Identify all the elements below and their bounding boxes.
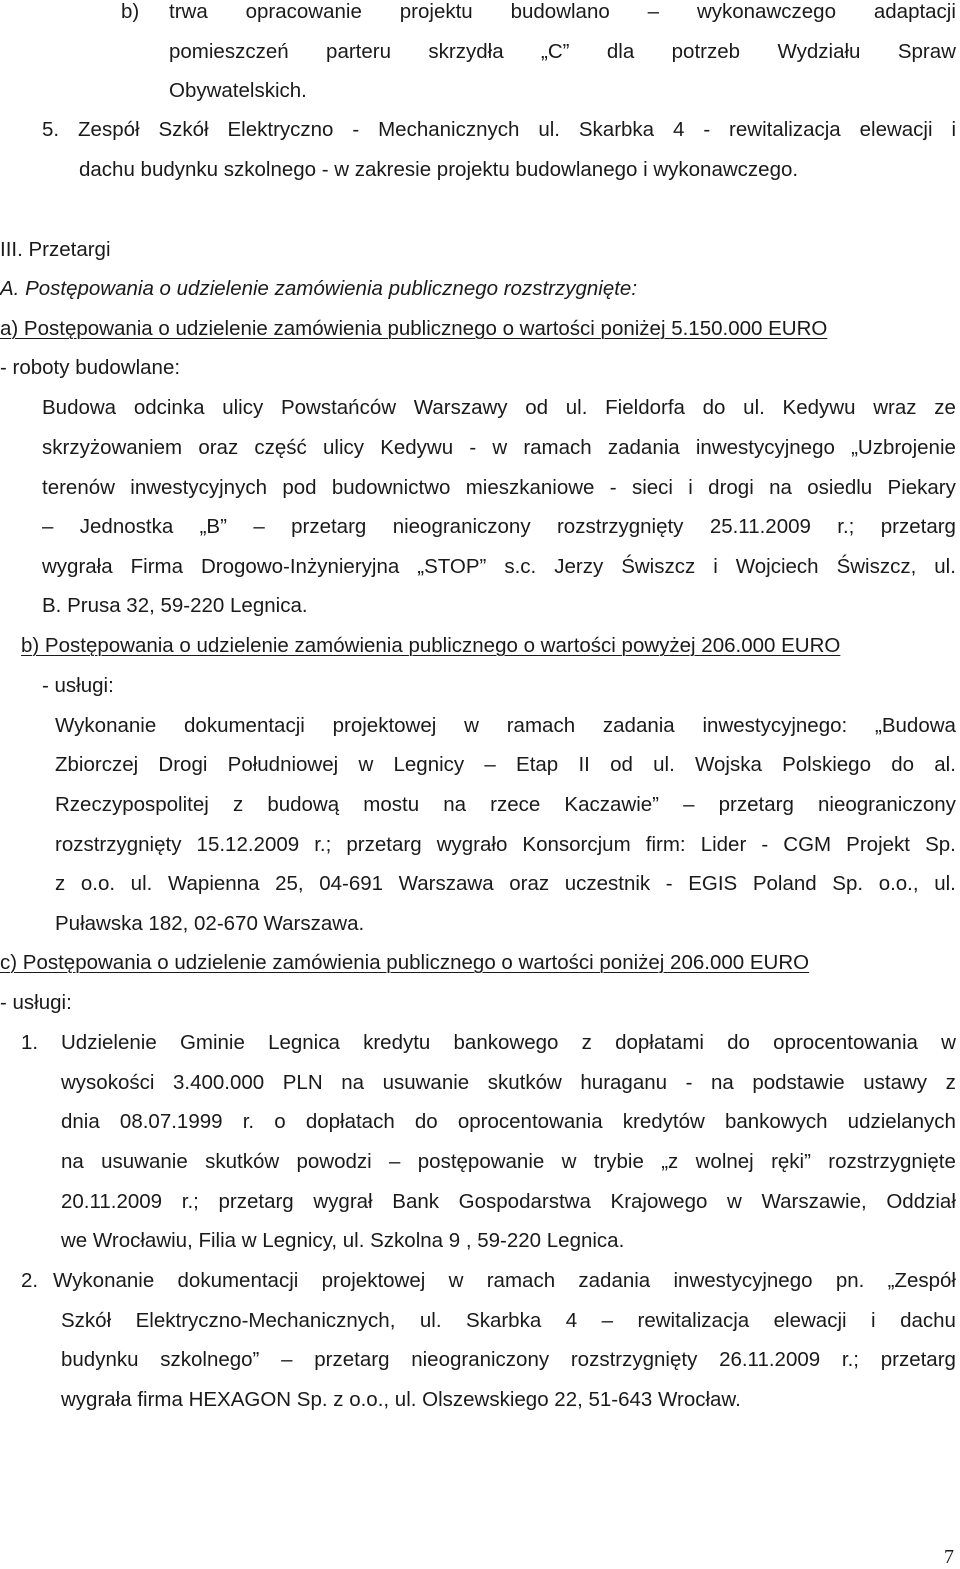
- text-line-c2n: 2.: [21, 1269, 39, 1292]
- text-line-b2: pomieszczeń parteru skrzydła „C” dla potrzeb Wydziału Spraw: [169, 40, 956, 63]
- text-line-bs: - usługi:: [42, 674, 114, 697]
- text-line-a3: Budowa odcinka ulicy Powstańców Warszawy od ul. Fieldorfa do ul. Kedywu wraz ze: [42, 396, 956, 419]
- text-line-bb1: Wykonanie dokumentacji projektowej w ramach zadania inwestycyjnego: „Budowa: [55, 714, 956, 737]
- text-line-c1c: dnia 08.07.1999 r. o dopłatach do oprocentowania kredytów bankowych udzielanych: [61, 1110, 956, 1133]
- text-line-p5b: dachu budynku szkolnego - w zakresie projektu budowlanego i wykonawczego.: [79, 158, 799, 181]
- text-line-h3: III. Przetargi: [0, 238, 111, 261]
- text-line-c2b: Szkół Elektryczno-Mechanicznych, ul. Skarbka 4 – rewitalizacja elewacji i dachu: [61, 1309, 956, 1332]
- text-line-b-label: b): [121, 0, 140, 23]
- text-line-c1e: 20.11.2009 r.; przetarg wygrał Bank Gospodarstwa Krajowego w Warszawie, Oddział: [61, 1190, 956, 1213]
- text-line-bb5: z o.o. ul. Wapienna 25, 04-691 Warszawa oraz uczestnik - EGIS Poland Sp. o.o., ul.: [55, 872, 956, 895]
- text-line-bb2: Zbiorczej Drogi Południowej w Legnicy – Etap II od ul. Wojska Polskiego do al.: [55, 753, 956, 776]
- text-line-c2d: wygrała firma HEXAGON Sp. z o.o., ul. Olszewskiego 22, 51-643 Wrocław.: [61, 1388, 741, 1411]
- text-line-ch: c) Postępowania o udzielenie zamówienia publicznego o wartości poniżej 206.000 EURO: [0, 951, 810, 974]
- text-line-b3: Obywatelskich.: [169, 79, 307, 102]
- text-line-hA: A. Postępowania o udzielenie zamówienia publicznego rozstrzygnięte:: [0, 277, 638, 300]
- text-line-p5a: 5. Zespół Szkół Elektryczno - Mechanicznych ul. Skarbka 4 - rewitalizacja elewacji i: [42, 118, 956, 141]
- text-line-c1n: 1.: [21, 1031, 39, 1054]
- text-line-c2c: budynku szkolnego” – przetarg nieograniczony rozstrzygnięty 26.11.2009 r.; przetarg: [61, 1348, 956, 1371]
- text-line-b1: trwa opracowanie projektu budowlano – wykonawczego adaptacji: [169, 0, 956, 23]
- text-line-a6: – Jednostka „B” – przetarg nieograniczony rozstrzygnięty 25.11.2009 r.; przetarg: [42, 515, 956, 538]
- text-line-cs: - usługi:: [0, 991, 72, 1014]
- text-line-bb3: Rzeczypospolitej z budową mostu na rzece Kaczawie” – przetarg nieograniczony: [55, 793, 956, 816]
- text-line-bb4: rozstrzygnięty 15.12.2009 r.; przetarg wygrało Konsorcjum firm: Lider - CGM Projekt Sp.: [55, 833, 956, 856]
- text-line-a2: - roboty budowlane:: [0, 356, 181, 379]
- text-line-a7: wygrała Firma Drogowo-Inżynieryjna „STOP” s.c. Jerzy Świszcz i Wojciech Świszcz, ul.: [42, 555, 956, 578]
- text-line-c1a: Udzielenie Gminie Legnica kredytu bankowego z dopłatami do oprocentowania w: [61, 1031, 956, 1054]
- text-line-bb6: Puławska 182, 02-670 Warszawa.: [55, 912, 365, 935]
- text-line-c2a: Wykonanie dokumentacji projektowej w ramach zadania inwestycyjnego pn. „Zespół: [53, 1269, 956, 1292]
- page-number: 7: [944, 1546, 954, 1568]
- text-line-c1f: we Wrocławiu, Filia w Legnicy, ul. Szkolna 9 , 59-220 Legnica.: [61, 1229, 625, 1252]
- text-line-bh: b) Postępowania o udzielenie zamówienia publicznego o wartości powyżej 206.000 EURO: [21, 634, 841, 657]
- text-line-a1: a) Postępowania o udzielenie zamówienia publicznego o wartości poniżej 5.150.000 EURO: [0, 317, 828, 340]
- text-line-a8: B. Prusa 32, 59-220 Legnica.: [42, 594, 308, 617]
- text-line-c1d: na usuwanie skutków powodzi – postępowanie w trybie „z wolnej ręki” rozstrzygnięte: [61, 1150, 956, 1173]
- text-line-a4: skrzyżowaniem oraz część ulicy Kedywu - w ramach zadania inwestycyjnego „Uzbrojenie: [42, 436, 956, 459]
- text-line-a5: terenów inwestycyjnych pod budownictwo mieszkaniowe - sieci i drogi na osiedlu Piekary: [42, 476, 956, 499]
- text-line-c1b: wysokości 3.400.000 PLN na usuwanie skutków huraganu - na podstawie ustawy z: [61, 1071, 956, 1094]
